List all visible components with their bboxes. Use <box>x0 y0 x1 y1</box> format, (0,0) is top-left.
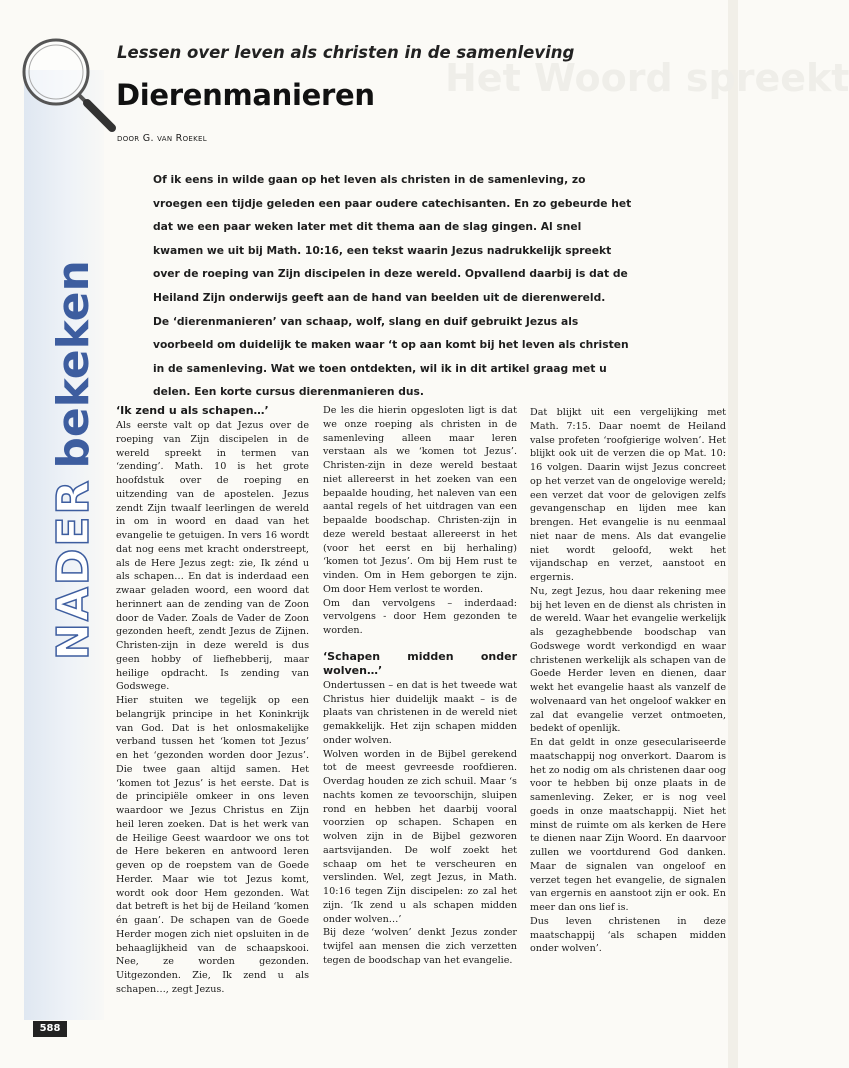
ghost-heading: Het Woord spreekt <box>445 56 849 100</box>
author-byline: door G. van Roekel <box>117 133 207 144</box>
column-3 <box>530 406 726 956</box>
intro-paragraph: Of ik eens in wilde gaan op het leven als christen in de samenleving, zo vroegen een tijdje geleden een paar oudere catechisanten. En zo gebeurde het dat we een paar weken later met dit thema aan de slag gingen. Al snel kwamen we uit bij Math. 10:16, een tekst waarin Jezus nadrukkelijk spreekt over de roeping van Zijn discipelen in deze wereld. Opvallend daarbij is dat de Heiland Zijn onderwijs geeft aan de hand van beelden uit de dierenwereld. <box>153 173 632 304</box>
body-paragraph: Ondertussen – en dat is het tweede wat Christus hier duidelijk maakt – is de plaats van christenen in de wereld niet gemakkelijk. Het zijn schapen midden onder wolven. <box>323 679 517 746</box>
column-2 <box>323 404 517 968</box>
article-title: Dierenmanieren <box>116 78 375 112</box>
body-paragraph: Dat blijkt uit een vergelijking met Math. 7:15. Daar noemt de Heiland valse profeten ‘roofgierige wolven’. Het blijkt ook uit de verzen die op Mat. 10: 16 volgen. Daarin wijst Jezus concreet op het verzet van de ongelovige wereld; een verzet dat voor de gelovigen zelfs gevangenschap en lijden mee kan brengen. Het evangelie is nu eenmaal niet naar de mens. Als dat evangelie niet wordt geloofd, wekt het vijandschap en verzet, aanstoot en ergernis. <box>530 407 726 583</box>
section-heading: ‘Schapen midden onder wolven…’ <box>323 649 517 677</box>
body-paragraph: En dat geldt in onze geseculariseerde maatschappij nog onverkort. Daarom is het zo nodig om als christenen daar oog voor te hebben bij onze plaats in de samenleving. Zeker, er is nog veel goeds in onze maatschappij. Niet het minst de ruimte om als kerken de Here te dienen naar Zijn Woord. En daarvoor zullen we voortdurend God danken. Maar de signalen van ongeloof en verzet tegen het evangelie, de signalen van ergernis en aanstoot zijn er ook. En meer dan ons lief is. <box>530 737 726 913</box>
magnifier-icon <box>14 30 124 140</box>
logo-bekeken: bekeken <box>48 260 99 469</box>
body-paragraph: Om dan vervolgens – inderdaad: vervolgens - door Hem gezonden te worden. <box>323 597 517 636</box>
body-paragraph: Wolven worden in de Bijbel gerekend tot de meest gevreesde roofdieren. Overdag houden ze zich schuil. Maar ‘s nachts komen ze tevoorschijn, sluipen rond en hebben het daarbij vooral voorzien op schapen. Schapen en wolven zijn in de Bijbel gezworen aartsvijanden. De wolf zoekt het schaap om het te verscheuren en verslinden. Wel, zegt Jezus, in Math. 10:16 tegen Zijn discipelen: zo zal het zijn. ‘Ik zend u als schapen midden onder wolven…’ <box>323 748 517 925</box>
body-paragraph: De les die hierin opgesloten ligt is dat we onze roeping als christen in de samenleving alleen maar leren verstaan als we ‘komen tot Jezus’. Christen-zijn in deze wereld bestaat niet allereerst in het zoeken van een bepaalde houding, het naleven van een aantal regels of het uitdragen van een bepaalde boodschap. Christen-zijn in deze wereld bestaat allereerst in het (voor het eerst en bij herhaling) ‘komen tot Jezus’. Om bij Hem rust te vinden. Om in Hem geborgen te zijn. Om door Hem verlost te worden. <box>323 405 517 595</box>
body-paragraph: Hier stuiten we tegelijk op een belangrijk principe in het Koninkrijk van God. Dat is het onlosmakelijke verband tussen het ‘komen tot Jezus’ en het ‘gezonden worden door Jezus’. Die twee gaan altijd samen. Het ‘komen tot Jezus’ is het eerste. Dat is de principiële omkeer in ons leven waardoor we Jezus Christus en Zijn heil leren zoeken. Dat is het werk van de Heilige Geest waardoor we ons tot de Here bekeren en antwoord leren geven op de roepstem van de Goede Herder. Maar wie tot Jezus komt, wordt ook door Hem gezonden. Wat dat betreft is het bij de Heiland ‘komen én gaan’. De schapen van de Goede Herder mogen zich niet opsluiten in de behaaglijkheid van de schaapskooi. Nee, ze worden gezonden. Uitgezonden. Zie, Ik zend u als schapen…, zegt Jezus. <box>116 695 309 995</box>
column-1 <box>116 404 309 997</box>
page-edge <box>728 0 738 1068</box>
page-number: 588 <box>33 1021 67 1037</box>
intro-text <box>153 168 633 404</box>
body-paragraph: Nu, zegt Jezus, hou daar rekening mee bij het leven en de dienst als christen in de wereld. Waar het evangelie werkelijk als gezaghebbende boodschap van Godswege wordt verkondigd en waar christenen werkelijk als schapen van de Goede Herder leven en dienen, daar wekt het evangelie haast als vanzelf de wolvenaard van het ongeloof wakker en zal dat evangelie verzet ontmoeten, bedekt of openlijk. <box>530 585 726 735</box>
logo-nader: NADER <box>48 478 99 660</box>
intro-paragraph: De ‘dierenmanieren’ van schaap, wolf, slang en duif gebruikt Jezus als voorbeeld om duidelijk te maken waar ‘t op aan komt bij het leven als christen in de samenleving. Wat we toen ontdekten, wil ik in dit artikel graag met u delen. Een korte cursus dierenmanieren dus. <box>153 314 629 399</box>
section-heading: ‘Ik zend u als schapen…’ <box>116 404 269 417</box>
body-paragraph: Als eerste valt op dat Jezus over de roeping van Zijn discipelen in de wereld spreekt in termen van ‘zending’. Math. 10 is het grote hoofdstuk over de roeping en uitzending van de apostelen. Jezus zendt Zijn twaalf leerlingen de wereld in om in woord en daad van het evangelie te getuigen. In vers 16 wordt dat nog eens met kracht onderstreept, als de Here Jezus zegt: zie, Ik zénd u als schapen… En dat is inderdaad een zwaar geladen woord, een woord dat herinnert aan de zending van de Zoon door de Vader. Zoals de Vader de Zoon gezonden heeft, zendt Jezus de Zijnen. Christen-zijn in deze wereld is dus geen hobby of liefhebberij, maar heilige opdracht. Is zending van Godswege. <box>116 420 309 693</box>
series-title: Lessen over leven als christen in de samenleving <box>117 43 575 62</box>
body-paragraph: Dus leven christenen in deze maatschappij ‘als schapen midden onder wolven’. <box>530 915 726 955</box>
body-paragraph: Bij deze ‘wolven’ denkt Jezus zonder twijfel aan mensen die zich verzetten tegen de boodschap van het evangelie. <box>323 927 517 966</box>
